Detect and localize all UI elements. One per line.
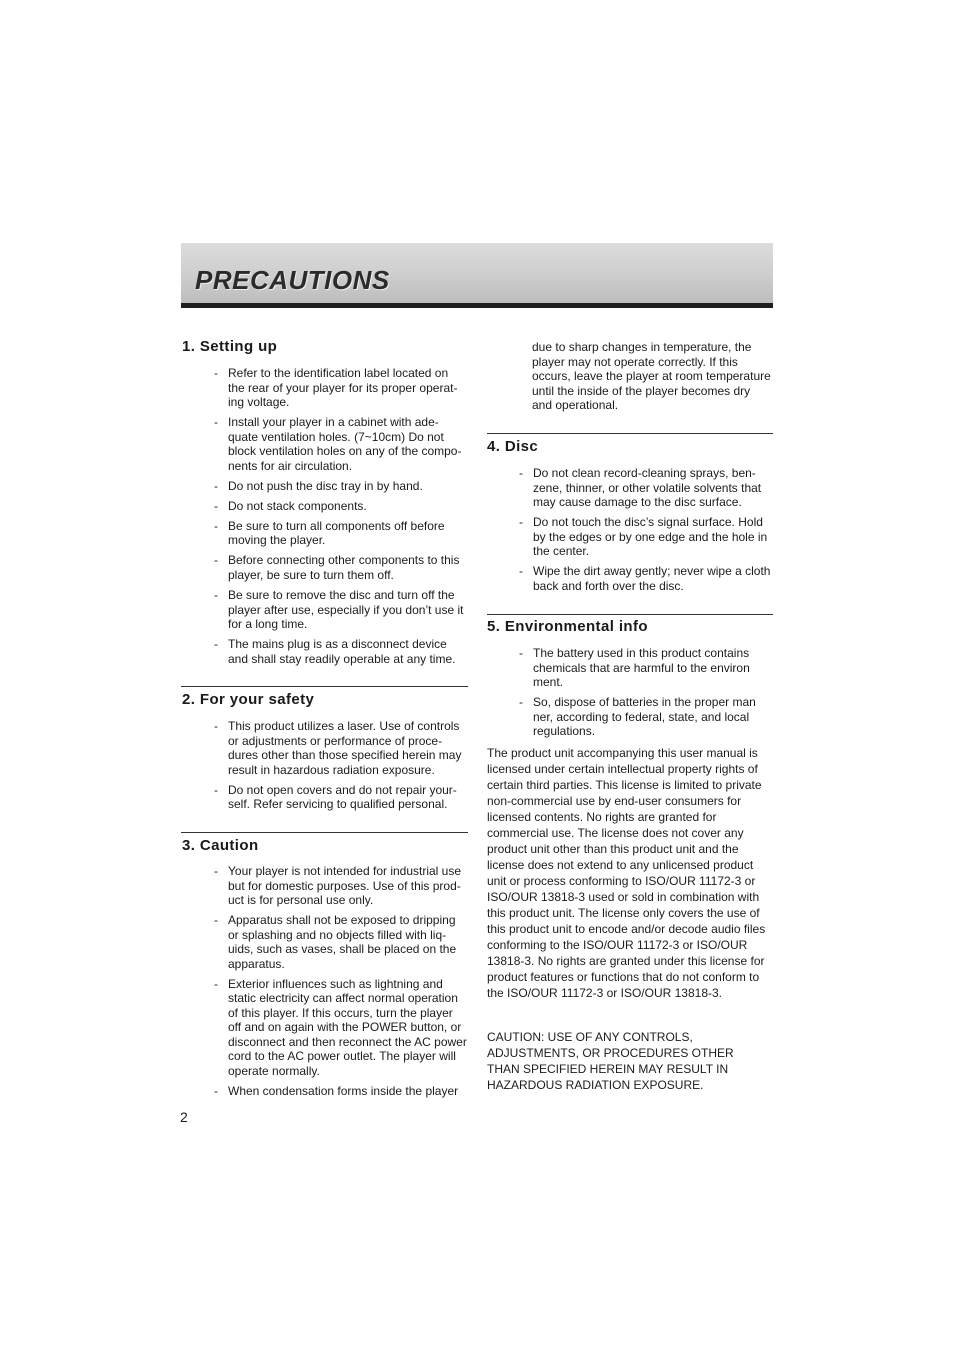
section-heading-setting-up: 1. Setting up [182,338,278,355]
list-item: - Do not stack components. [214,498,367,513]
section-divider [181,686,468,687]
list-item: - Do not clean record-cleaning sprays, ben-zene, thinner, or other volatile solvents that may cause damage to the disc surface. [519,466,762,509]
section-divider [181,832,468,833]
list-item: - Do not push the disc tray in by hand. [214,478,423,493]
disc-list [519,466,773,599]
list-item: - This product utilizes a laser. Use of controls or adjustments or performance of proce-dures other than those specified herein may result in hazardous radiation exposure. [214,719,462,777]
list-item: - So, dispose of batteries in the proper man ner, according to federal, state, and local regulations. [519,695,756,739]
license-paragraph: The product unit accompanying this user manual is licensed under certain intellectual property rights of certain third parties. This license is limited to private non-commercial use by end-user consumers for licensed contents. No rights are granted for commercial use. The license does not cover any product unit other than this product unit and the license does not extend to any unlicensed product unit or process conforming to ISO/OUR 11172-3 or ISO/OUR 13818-3 used or sold in combination with this product unit. The license only covers the use of this product unit to encode and/or decode audio files conforming to the ISO/OUR 11172-3 or ISO/OUR 13818-3. No rights are granted under this license for product features or functions that do not conform to the ISO/OUR 11172-3 or ISO/OUR 13818-3. [487,746,766,1000]
caution-continuation: due to sharp changes in temperature, the player may not operate correctly. If this occurs, leave the player at room temperature until the inside of the player becomes dry and operational. [532,340,771,412]
section-heading-disc: 4. Disc [487,438,539,455]
list-item: - Install your player in a cabinet with ade-quate ventilation holes. (7~10cm) Do not block ventilation holes on any of the compo-nents for air circulation. [214,415,462,473]
safety-list [214,719,468,817]
section-divider [487,614,773,615]
list-item: - Exterior influences such as lightning and static electricity can affect normal operation of this player. If this occurs, turn the player off and on again with the POWER button, or disconnect and then reconnect the AC power cord to the AC power outlet. The player will operate normally. [214,976,467,1078]
list-item: - Be sure to turn all components off before moving the player. [214,518,445,548]
list-item: - Your player is not intended for industrial use but for domestic purposes. Use of this prod-uct is for personal use only. [214,864,462,907]
caution-notice: CAUTION: USE OF ANY CONTROLS, ADJUSTMENTS, OR PROCEDURES OTHER THAN SPECIFIED HEREIN MAY RESULT IN HAZARDOUS RADIATION EXPOSURE. [487,1030,734,1092]
section-heading-safety: 2. For your safety [182,691,315,708]
list-item: - The mains plug is as a disconnect device and shall stay readily operable at any time. [214,637,456,666]
environmental-list [519,646,773,744]
section-heading-environmental: 5. Environmental info [487,618,648,635]
list-item: - When condensation forms inside the player [214,1083,459,1098]
title-banner [181,243,773,308]
list-item: - The battery used in this product contains chemicals that are harmful to the environ ment. [519,646,750,689]
list-item: - Apparatus shall not be exposed to dripping or splashing and no objects filled with liq-uids, such as vases, shall be placed on the apparatus. [214,913,457,971]
page-title: PRECAUTIONS [195,265,390,295]
section-heading-caution: 3. Caution [182,837,259,854]
section-divider [487,433,773,434]
list-item: - Wipe the dirt away gently; never wipe a cloth back and forth over the disc. [519,564,771,593]
list-item: - Before connecting other components to this player, be sure to turn them off. [214,553,460,582]
setting-up-list [214,366,468,672]
page-number: 2 [180,1109,188,1125]
list-item: - Be sure to remove the disc and turn off the player after use, especially if you don’t use it for a long time. [214,588,464,632]
caution-list [214,864,468,1104]
list-item: - Do not open covers and do not repair your-self. Refer servicing to qualified personal. [214,782,457,812]
list-item: - Do not touch the disc’s signal surface. Hold by the edges or by one edge and the hole in the center. [519,515,768,559]
list-item: - Refer to the identification label located on the rear of your player for its proper operat-ing voltage. [214,366,458,409]
